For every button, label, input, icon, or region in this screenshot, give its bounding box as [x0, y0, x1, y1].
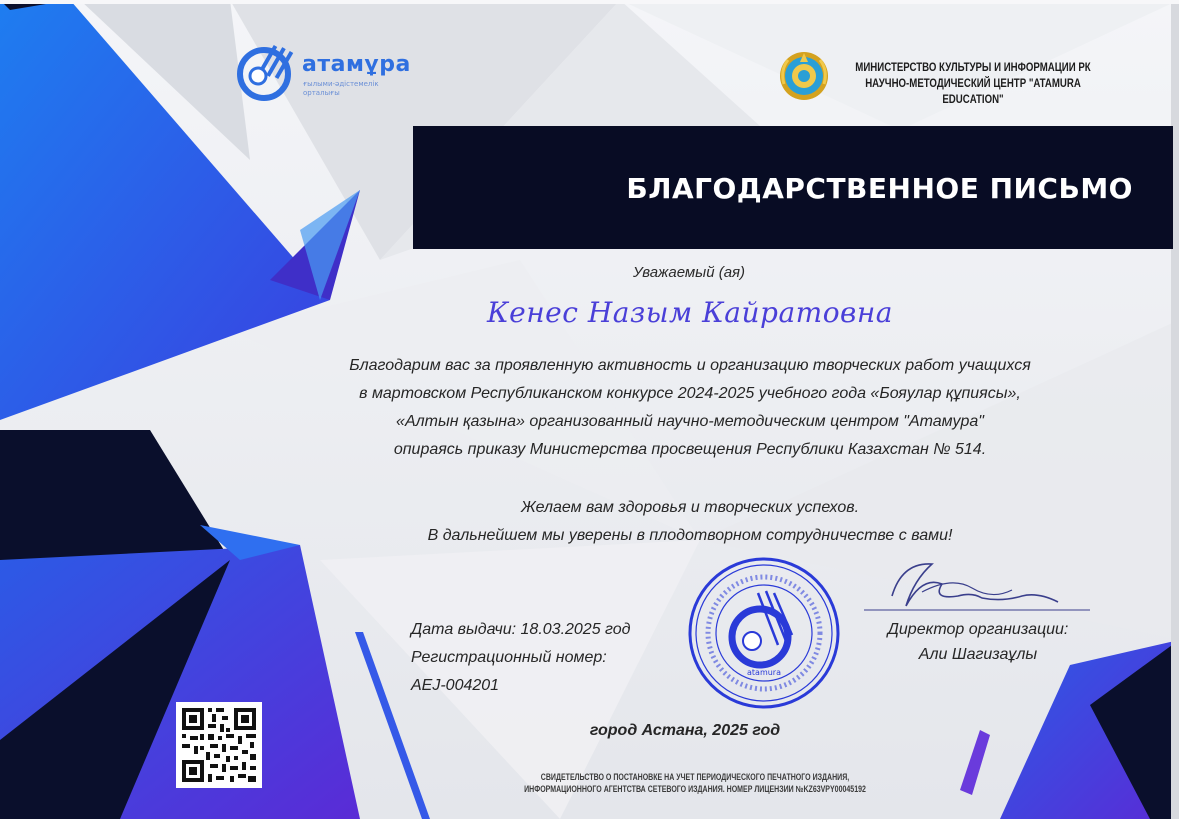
atamura-logo-icon: [236, 42, 298, 102]
director-title: Директор организации:: [887, 621, 1069, 638]
body-paragraph: [270, 352, 1110, 464]
license-note: [496, 771, 894, 795]
director-block: [858, 617, 1098, 667]
ministry-line-1: МИНИСТЕРСТВО КУЛЬТУРЫ И ИНФОРМАЦИИ РК: [855, 62, 1091, 74]
qr-code[interactable]: [176, 702, 262, 788]
wishes-line-1: Желаем вам здоровья и творческих успехов.: [520, 499, 860, 516]
state-emblem-icon: [778, 50, 830, 102]
issue-metadata: [411, 616, 631, 700]
registration-label: Регистрационный номер:: [411, 649, 607, 666]
city-year: город Астана, 2025 год: [589, 722, 781, 739]
greeting-row: [0, 262, 1179, 281]
logo-wordmark: атамұра: [302, 52, 411, 77]
recipient-name: Кенес Назым Кайратовна: [487, 296, 893, 329]
stamp-center-label: atamura: [747, 668, 781, 677]
official-stamp: [686, 555, 842, 711]
ministry-header: [855, 60, 1092, 108]
greeting: Уважаемый (ая): [632, 264, 746, 281]
body-line-1: Благодарим вас за проявленную активность и организацию творческих работ учащихся: [349, 357, 1031, 374]
wishes-paragraph: [270, 494, 1110, 550]
license-line-1: СВИДЕТЕЛЬСТВО О ПОСТАНОВКЕ НА УЧЕТ ПЕРИОДИЧЕСКОГО ПЕЧАТНОГО ИЗДАНИЯ,: [540, 772, 850, 782]
wishes-line-2: В дальнейшем мы уверены в плодотворном сотрудничестве с вами!: [427, 527, 953, 544]
director-name: Али Шагизаұлы: [918, 646, 1038, 663]
body-line-3: «Алтын қазына» организованный научно-методическим центром "Атамура": [396, 413, 984, 430]
body-line-2: в мартовском Республиканском конкурсе 2024-2025 учебного года «Бояулар құпиясы»,: [359, 385, 1021, 402]
ministry-line-2: НАУЧНО-МЕТОДИЧЕСКИЙ ЦЕНТР "ATAMURA EDUCATION": [865, 78, 1081, 106]
document-title: БЛАГОДАРСТВЕННОЕ ПИСЬМО: [626, 172, 1133, 205]
body-line-4: опираясь приказу Министерства просвещения Республики Казахстан № 514.: [393, 441, 987, 458]
director-signature: [862, 556, 1094, 616]
issue-date: Дата выдачи: 18.03.2025 год: [411, 621, 631, 638]
license-line-2: ИНФОРМАЦИОННОГО АГЕНТСТВА СЕТЕВОГО ИЗДАНИЯ. НОМЕР ЛИЦЕНЗИИ №KZ63VPY00045192: [524, 784, 866, 794]
registration-number: AEJ-004201: [411, 677, 500, 694]
logo-subtitle: ғылыми-әдістемелік орталығы: [303, 80, 379, 97]
recipient-row: [0, 296, 1179, 329]
